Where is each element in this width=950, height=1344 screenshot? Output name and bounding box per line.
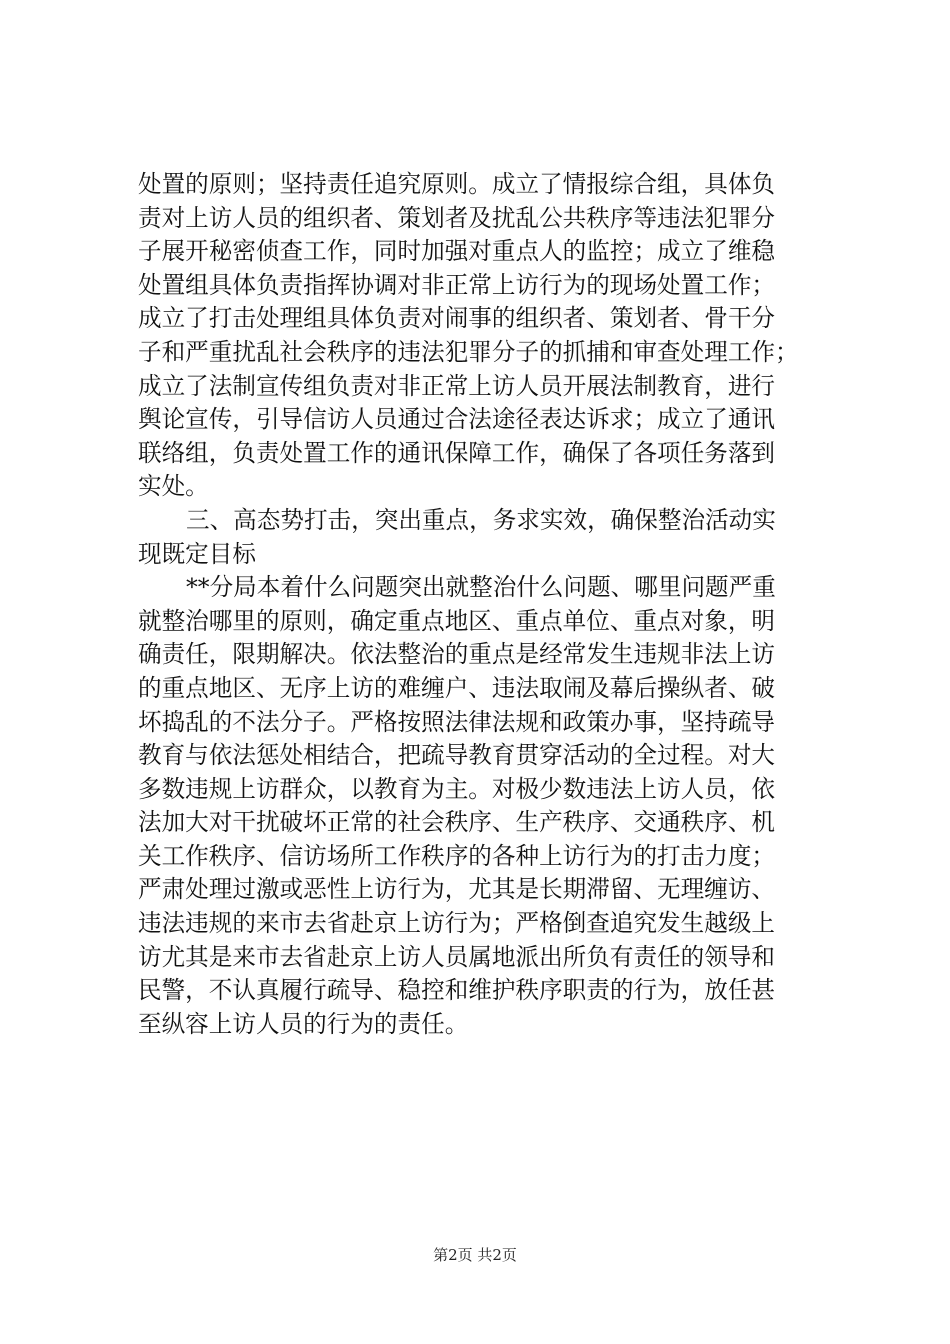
heading-line: 三、高态势打击，突出重点，务求实效，确保整治活动实 xyxy=(186,505,776,534)
text-line: 责对上访人员的组织者、策划者及扰乱公共秩序等违法犯罪分 xyxy=(138,203,776,232)
text-line: 访尤其是来市去省赴京上访人员属地派出所负有责任的领导和 xyxy=(138,942,776,971)
text-line: 确责任，限期解决。依法整治的重点是经常发生违规非法上访 xyxy=(138,640,776,669)
text-line: 子和严重扰乱社会秩序的违法犯罪分子的抓捕和审查处理工作； xyxy=(138,337,799,366)
text-line: 成立了法制宣传组负责对非正常上访人员开展法制教育，进行 xyxy=(138,371,776,400)
page-number-label: 第2页 共2页 xyxy=(433,1246,517,1264)
heading-line: 现既定目标 xyxy=(138,539,256,568)
text-line: 舆论宣传，引导信访人员通过合法途径表达诉求；成立了通讯 xyxy=(138,405,776,434)
text-line: 处置组具体负责指挥协调对非正常上访行为的现场处置工作； xyxy=(138,270,776,299)
text-line: 严肃处理过激或恶性上访行为，尤其是长期滞留、无理缠访、 xyxy=(138,875,776,904)
text-line: 多数违规上访群众，以教育为主。对极少数违法上访人员，依 xyxy=(138,774,776,803)
text-line: 联络组，负责处置工作的通讯保障工作，确保了各项任务落到 xyxy=(138,438,776,467)
text-line: 教育与依法惩处相结合，把疏导教育贯穿活动的全过程。对大 xyxy=(138,741,776,770)
text-line: 民警，不认真履行疏导、稳控和维护秩序职责的行为，放任甚 xyxy=(138,976,776,1005)
paragraph-rectification xyxy=(138,571,838,1041)
text-line: **分局本着什么问题突出就整治什么问题、哪里问题严重 xyxy=(186,573,776,602)
text-line: 坏捣乱的不法分子。严格按照法律法规和政策办事，坚持疏导 xyxy=(138,707,776,736)
text-line: 关工作秩序、信访场所工作秩序的各种上访行为的打击力度； xyxy=(138,841,776,870)
text-line: 就整治哪里的原则，确定重点地区、重点单位、重点对象，明 xyxy=(138,606,776,635)
text-line: 处置的原则；坚持责任追究原则。成立了情报综合组，具体负 xyxy=(138,170,776,198)
text-line: 违法违规的来市去省赴京上访行为；严格倒查追究发生越级上 xyxy=(138,909,776,938)
section-heading-three xyxy=(138,504,838,571)
page-footer xyxy=(0,1244,950,1266)
text-line: 实处。 xyxy=(138,472,209,501)
text-line: 成立了打击处理组具体负责对闹事的组织者、策划者、骨干分 xyxy=(138,304,776,333)
document-body xyxy=(138,168,838,1041)
text-line: 的重点地区、无序上访的难缠户、违法取闹及幕后操纵者、破 xyxy=(138,673,776,702)
paragraph-work-groups xyxy=(138,168,838,504)
text-line: 至纵容上访人员的行为的责任。 xyxy=(138,1009,469,1038)
text-line: 法加大对干扰破坏正常的社会秩序、生产秩序、交通秩序、机 xyxy=(138,808,776,837)
text-line: 子展开秘密侦查工作，同时加强对重点人的监控；成立了维稳 xyxy=(138,237,776,266)
